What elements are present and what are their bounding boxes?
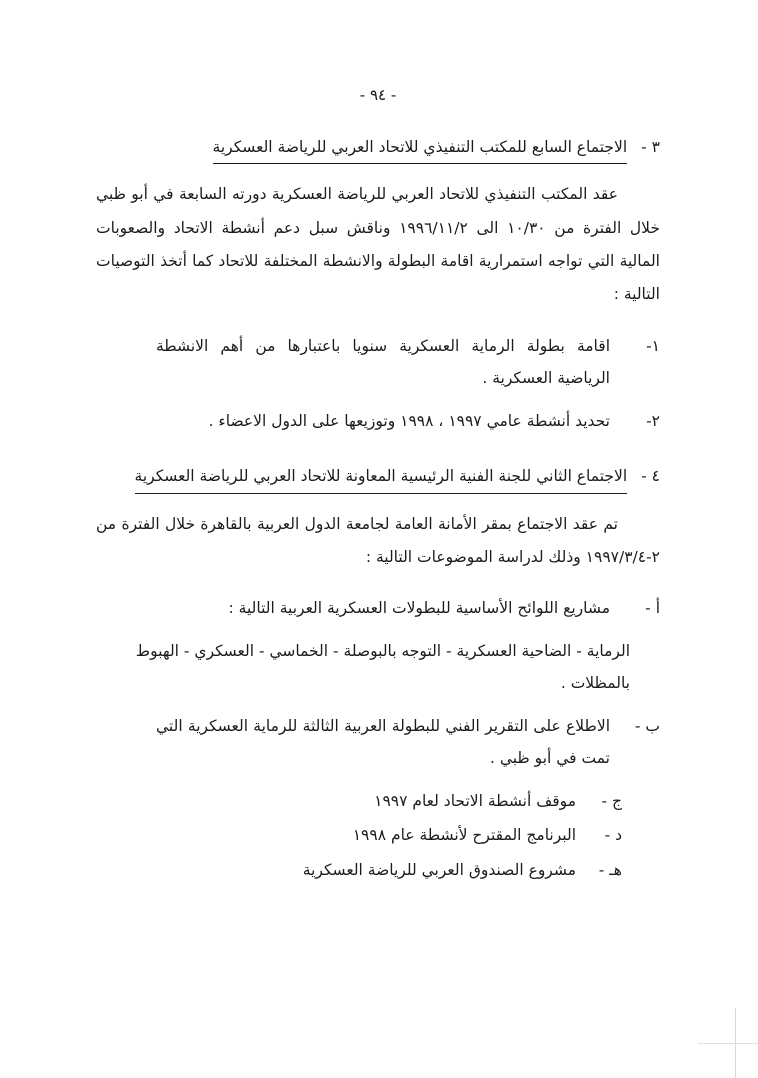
- list-item-marker: ٢-: [646, 411, 660, 430]
- list-item: [96, 854, 622, 887]
- list-item-marker: د -: [604, 826, 622, 845]
- section-title: الاجتماع الثاني للجنة الفنية الرئيسية المعاونة للاتحاد العربي للرياضة العسكرية: [135, 463, 628, 493]
- section-marker: ٤ -: [641, 467, 660, 486]
- list-item-marker: هـ -: [598, 861, 622, 880]
- list-item-subtext: الرماية - الضاحية العسكرية - التوجه بالبوصلة - الخماسي - العسكري - الهبوط بالمظلات .: [135, 641, 630, 693]
- section-heading: [96, 134, 660, 164]
- list-item-marker: ١-: [646, 336, 660, 355]
- list-item: [96, 330, 660, 395]
- list-item: [96, 785, 622, 818]
- list-item-text: تحديد أنشطة عامي ١٩٩٧ ، ١٩٩٨ وتوزيعها على الدول الاعضاء .: [208, 411, 610, 430]
- list-item: [96, 819, 622, 852]
- section-2nd-technical-committee-meeting: [96, 463, 660, 886]
- section-title: الاجتماع السابع للمكتب التنفيذي للاتحاد العربي للرياضة العسكرية: [213, 134, 628, 164]
- section-heading: [96, 463, 660, 493]
- topics-list: [96, 592, 660, 886]
- list-item-text: اقامة بطولة الرماية العسكرية سنويا باعتبارها من أهم الانشطة الرياضية العسكرية .: [156, 336, 610, 388]
- list-item-marker: ج -: [601, 791, 622, 810]
- recommendations-list: [96, 330, 660, 438]
- scan-artifact: [698, 1043, 758, 1044]
- section-body-paragraph: عقد المكتب التنفيذي للاتحاد العربي للرياضة العسكرية دورته السابعة في أبو ظبي خلال الفترة من ١٠/٣٠ الى ١٩٩٦/١١/٢ وناقش سبل دعم أنشطة الاتحاد والصعوبات المالية التي تواجه استمرارية اقامة البطولة والانشطة المختلفة للاتحاد كما أتخذ التوصيات التالية :: [96, 185, 660, 304]
- list-item-marker: أ -: [645, 599, 660, 618]
- list-item-marker: ب -: [634, 716, 660, 735]
- short-items-group: [96, 785, 660, 887]
- list-item: [96, 405, 660, 438]
- list-item: [96, 710, 660, 775]
- list-item-text: البرنامج المقترح لأنشطة عام ١٩٩٨: [352, 826, 576, 845]
- section-7th-executive-meeting: [96, 134, 660, 437]
- list-item-text: مشاريع اللوائح الأساسية للبطولات العسكرية العربية التالية :: [228, 599, 610, 618]
- list-item: [96, 592, 660, 625]
- list-item-text: موقف أنشطة الاتحاد لعام ١٩٩٧: [374, 791, 576, 810]
- list-item-text: الاطلاع على التقرير الفني للبطولة العربية الثالثة للرماية العسكرية التي تمت في أبو ظبي .: [156, 716, 610, 768]
- page-number: - ٩٤ -: [359, 86, 397, 104]
- list-item-text: مشروع الصندوق العربي للرياضة العسكرية: [302, 861, 576, 880]
- section-marker: ٣ -: [641, 138, 660, 156]
- section-body-paragraph: تم عقد الاجتماع بمقر الأمانة العامة لجامعة الدول العربية بالقاهرة خلال الفترة من ٢-١٩٩٧/٣/٤ وذلك لدراسة الموضوعات التالية :: [96, 514, 660, 566]
